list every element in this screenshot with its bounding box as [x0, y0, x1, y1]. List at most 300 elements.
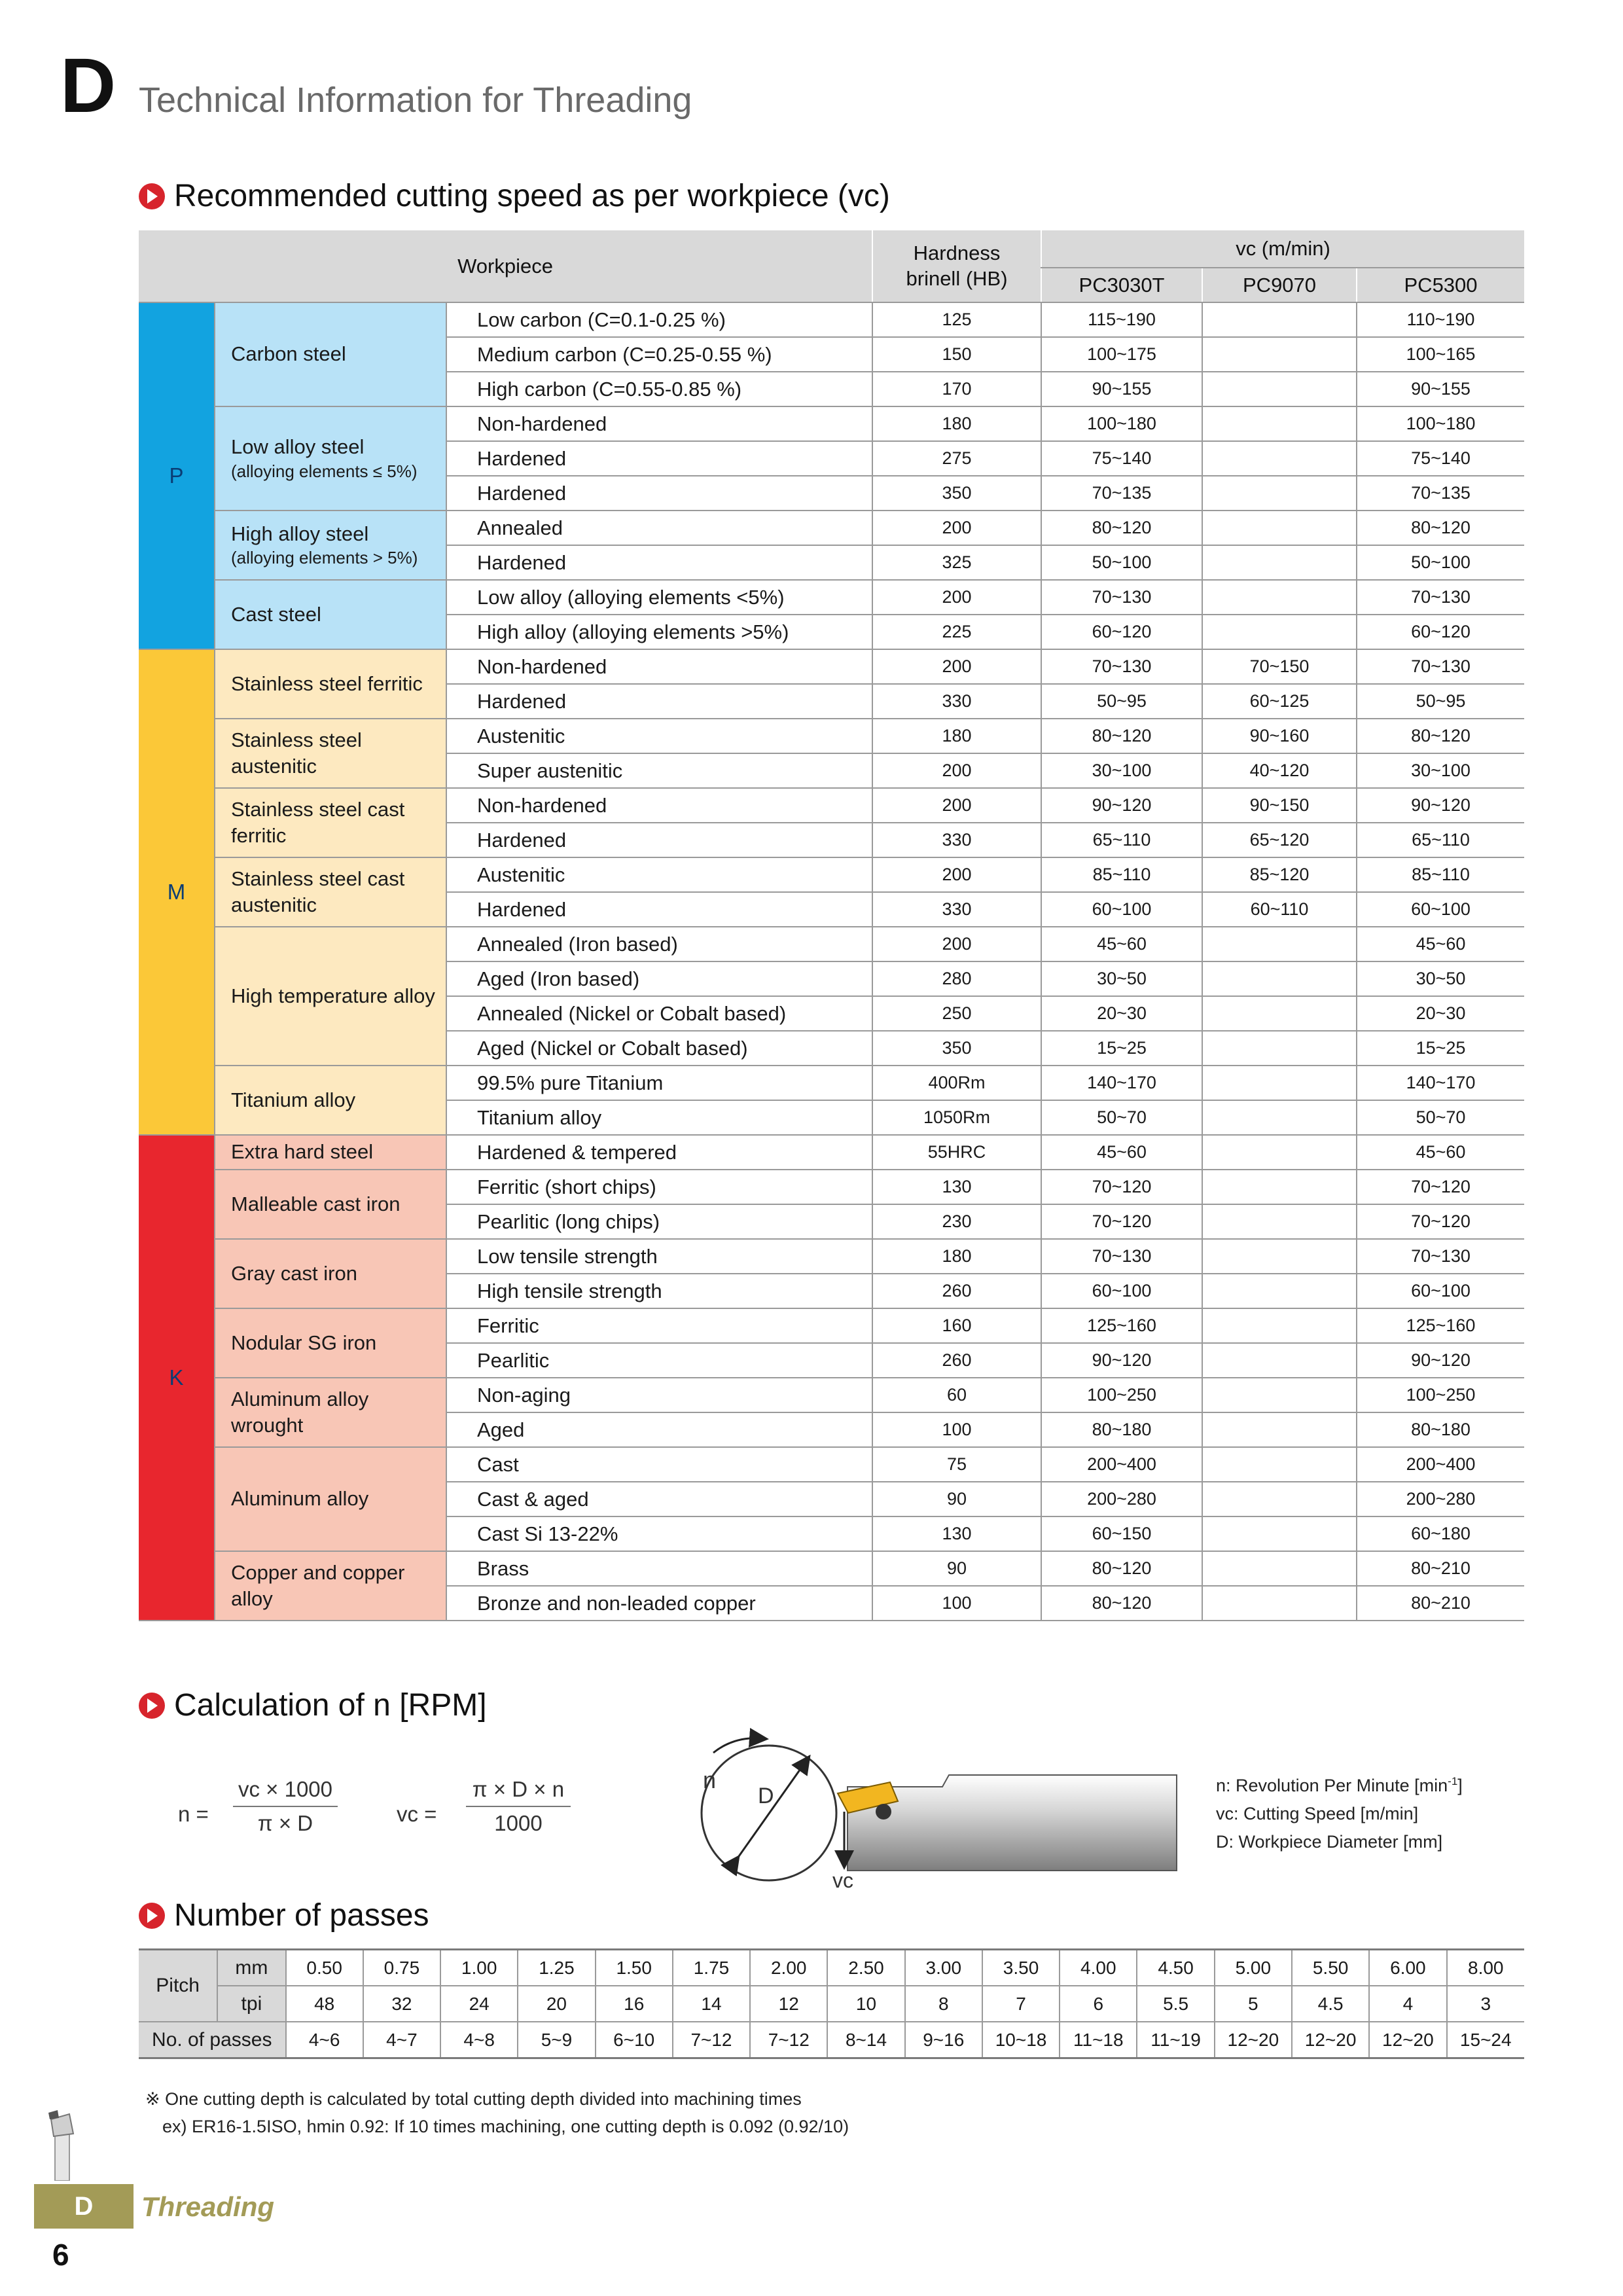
vc-pc9070-cell: [1202, 1170, 1357, 1204]
passes-cell: 4~8: [440, 2022, 518, 2058]
vc-pc5300-cell: 15~25: [1357, 1031, 1524, 1066]
vc-pc5300-cell: 50~100: [1357, 545, 1524, 580]
vc-pc5300-cell: 75~140: [1357, 441, 1524, 476]
vc-pc9070-cell: [1202, 1308, 1357, 1343]
condition-cell: Cast: [446, 1447, 872, 1482]
vc-pc9070-cell: [1202, 1412, 1357, 1447]
vc-pc9070-cell: [1202, 1239, 1357, 1274]
passes-cell: 11~19: [1137, 2022, 1214, 2058]
grade-header: PC5300: [1357, 268, 1524, 302]
material-name: Aluminum alloy wrought: [231, 1387, 369, 1437]
section-heading-calculation: [139, 1690, 487, 1721]
vc-pc5300-cell: 200~280: [1357, 1482, 1524, 1516]
material-name: Stainless steel cast austenitic: [231, 867, 405, 916]
passes-label: No. of passes: [139, 2022, 286, 2058]
formula-n-denominator: π × D: [257, 1811, 313, 1835]
vc-pc3030t-cell: 90~120: [1041, 788, 1202, 823]
footer-section-letter: D: [34, 2184, 134, 2229]
passes-table: [139, 1948, 1524, 2059]
hardness-cell: 225: [872, 615, 1041, 649]
formula-vc-fraction: [466, 1777, 571, 1836]
vc-pc3030t-cell: 45~60: [1041, 927, 1202, 961]
vc-pc5300-cell: 85~110: [1357, 857, 1524, 892]
condition-cell: Aged: [446, 1412, 872, 1447]
threading-tool-thumbnail-icon: [42, 2108, 81, 2181]
material-cell: [215, 1170, 446, 1239]
hardness-cell: 330: [872, 823, 1041, 857]
vc-pc5300-cell: 60~120: [1357, 615, 1524, 649]
passes-cell: 12~20: [1369, 2022, 1446, 2058]
hardness-cell: 180: [872, 1239, 1041, 1274]
vc-pc5300-cell: 125~160: [1357, 1308, 1524, 1343]
vc-pc5300-cell: 90~120: [1357, 788, 1524, 823]
vc-pc3030t-cell: 90~120: [1041, 1343, 1202, 1378]
passes-cell: 4~6: [286, 2022, 363, 2058]
vc-pc5300-cell: 50~95: [1357, 684, 1524, 719]
vc-pc9070-cell: [1202, 372, 1357, 406]
vc-pc9070-cell: [1202, 1586, 1357, 1621]
material-name: Stainless steel cast ferritic: [231, 797, 405, 847]
hardness-cell: 130: [872, 1170, 1041, 1204]
condition-cell: Titanium alloy: [446, 1100, 872, 1135]
hardness-cell: 330: [872, 684, 1041, 719]
mm-cell: 1.00: [440, 1950, 518, 1986]
hardness-cell: 250: [872, 996, 1041, 1031]
table-row: [139, 1551, 1524, 1586]
table-row: [139, 1378, 1524, 1412]
table-row: [139, 1066, 1524, 1100]
vc-pc9070-cell: 60~125: [1202, 684, 1357, 719]
vc-pc9070-cell: 90~150: [1202, 788, 1357, 823]
vc-pc3030t-cell: 125~160: [1041, 1308, 1202, 1343]
table-row: [139, 1170, 1524, 1204]
vc-pc9070-cell: [1202, 615, 1357, 649]
vc-pc5300-cell: 110~190: [1357, 302, 1524, 337]
table-row: [139, 1308, 1524, 1343]
vc-pc5300-cell: 80~210: [1357, 1551, 1524, 1586]
condition-cell: Hardened: [446, 892, 872, 927]
passes-cell: 12~20: [1215, 2022, 1292, 2058]
hardness-cell: 350: [872, 1031, 1041, 1066]
vc-pc9070-cell: 70~150: [1202, 649, 1357, 684]
vc-pc9070-cell: [1202, 1447, 1357, 1482]
hardness-cell: 125: [872, 302, 1041, 337]
material-name: Nodular SG iron: [231, 1331, 377, 1354]
vc-pc9070-cell: [1202, 406, 1357, 441]
table-row: [139, 857, 1524, 892]
hardness-cell: 200: [872, 788, 1041, 823]
material-subtitle: (alloying elements ≤ 5%): [231, 461, 418, 481]
iso-group-m: M: [139, 649, 215, 1135]
hardness-cell: 90: [872, 1482, 1041, 1516]
passes-body: [139, 1950, 1524, 2058]
passes-cell: 9~16: [905, 2022, 982, 2058]
condition-cell: Austenitic: [446, 719, 872, 753]
vc-pc5300-cell: 200~400: [1357, 1447, 1524, 1482]
vc-pc9070-cell: [1202, 1343, 1357, 1378]
formula-n-fraction: [233, 1777, 338, 1836]
material-name: High temperature alloy: [231, 984, 435, 1007]
grade-header: PC9070: [1202, 268, 1357, 302]
passes-cell: 7~12: [750, 2022, 827, 2058]
vc-pc5300-cell: 65~110: [1357, 823, 1524, 857]
material-cell: [215, 719, 446, 788]
mm-cell: 1.25: [518, 1950, 595, 1986]
hardness-cell: 200: [872, 857, 1041, 892]
vc-pc3030t-cell: 50~70: [1041, 1100, 1202, 1135]
condition-cell: High carbon (C=0.55-0.85 %): [446, 372, 872, 406]
vc-pc9070-cell: [1202, 1551, 1357, 1586]
vc-pc9070-cell: [1202, 337, 1357, 372]
page-title: Technical Information for Threading: [139, 81, 692, 120]
vc-pc3030t-cell: 50~95: [1041, 684, 1202, 719]
formula-vc-denominator: 1000: [494, 1811, 543, 1835]
condition-cell: Non-hardened: [446, 406, 872, 441]
condition-cell: Hardened: [446, 823, 872, 857]
vc-pc3030t-cell: 45~60: [1041, 1135, 1202, 1170]
vc-pc9070-cell: [1202, 1135, 1357, 1170]
hardness-cell: 200: [872, 753, 1041, 788]
vc-pc3030t-cell: 100~250: [1041, 1378, 1202, 1412]
vc-pc3030t-cell: 30~50: [1041, 961, 1202, 996]
material-name: Copper and copper alloy: [231, 1560, 405, 1610]
hardness-cell: 180: [872, 406, 1041, 441]
table-row: [139, 649, 1524, 684]
passes-cell: 4~7: [363, 2022, 440, 2058]
vc-pc3030t-cell: 200~280: [1041, 1482, 1202, 1516]
mm-cell: 1.50: [596, 1950, 673, 1986]
hardness-cell: 275: [872, 441, 1041, 476]
tpi-cell: 10: [827, 1986, 904, 2022]
tpi-cell: 48: [286, 1986, 363, 2022]
vc-pc9070-cell: 60~110: [1202, 892, 1357, 927]
hardness-cell: 100: [872, 1586, 1041, 1621]
hardness-cell: 200: [872, 580, 1041, 615]
pitch-tpi-row: [139, 1986, 1524, 2022]
vc-pc5300-cell: 50~70: [1357, 1100, 1524, 1135]
vc-pc9070-cell: [1202, 1482, 1357, 1516]
passes-cell: 12~20: [1292, 2022, 1369, 2058]
pitch-mm-row: [139, 1950, 1524, 1986]
iso-group-k: K: [139, 1135, 215, 1621]
condition-cell: Bronze and non-leaded copper: [446, 1586, 872, 1621]
material-name: Stainless steel ferritic: [231, 672, 423, 695]
vc-pc3030t-cell: 15~25: [1041, 1031, 1202, 1066]
vc-pc5300-cell: 70~120: [1357, 1204, 1524, 1239]
condition-cell: Annealed (Iron based): [446, 927, 872, 961]
hardness-header-text: Hardness brinell (HB): [906, 241, 1008, 290]
section-heading-cutting-speed: [139, 181, 890, 212]
clamp-screw-icon: [876, 1804, 891, 1820]
hardness-cell: 330: [872, 892, 1041, 927]
condition-cell: Low alloy (alloying elements <5%): [446, 580, 872, 615]
condition-cell: Non-hardened: [446, 788, 872, 823]
vc-pc9070-cell: 90~160: [1202, 719, 1357, 753]
threading-diagram: [687, 1715, 1198, 1898]
mm-cell: 5.50: [1292, 1950, 1369, 1986]
table-row: [139, 511, 1524, 545]
vc-pc5300-cell: 80~120: [1357, 511, 1524, 545]
condition-cell: Hardened: [446, 476, 872, 511]
vc-pc3030t-cell: 30~100: [1041, 753, 1202, 788]
footnote-example: ex) ER16-1.5ISO, hmin 0.92: If 10 times machining, one cutting depth is 0.092 (0.92/10): [162, 2117, 849, 2136]
table-row: [139, 1239, 1524, 1274]
tpi-cell: 14: [673, 1986, 750, 2022]
tpi-cell: 20: [518, 1986, 595, 2022]
vc-pc3030t-cell: 80~180: [1041, 1412, 1202, 1447]
condition-cell: Brass: [446, 1551, 872, 1586]
material-cell: [215, 1551, 446, 1621]
material-cell: [215, 1066, 446, 1135]
table-row: [139, 719, 1524, 753]
vc-pc3030t-cell: 70~120: [1041, 1170, 1202, 1204]
hardness-cell: 170: [872, 372, 1041, 406]
footnote: ※ One cutting depth is calculated by total cutting depth divided into machining times: [145, 2089, 802, 2109]
hardness-cell: 100: [872, 1412, 1041, 1447]
hardness-cell: 90: [872, 1551, 1041, 1586]
page-number: 6: [52, 2238, 69, 2272]
condition-cell: Annealed (Nickel or Cobalt based): [446, 996, 872, 1031]
table-row: [139, 1447, 1524, 1482]
legend-text: ]: [1457, 1776, 1463, 1795]
vc-pc3030t-cell: 100~180: [1041, 406, 1202, 441]
vc-pc3030t-cell: 80~120: [1041, 511, 1202, 545]
vc-pc9070-cell: [1202, 511, 1357, 545]
table-row: [139, 580, 1524, 615]
condition-cell: Low carbon (C=0.1-0.25 %): [446, 302, 872, 337]
legend-item-d: D: Workpiece Diameter [mm]: [1216, 1832, 1443, 1852]
condition-cell: Non-aging: [446, 1378, 872, 1412]
mm-cell: 2.00: [750, 1950, 827, 1986]
vc-pc3030t-cell: 85~110: [1041, 857, 1202, 892]
condition-cell: Low tensile strength: [446, 1239, 872, 1274]
vc-pc9070-cell: [1202, 441, 1357, 476]
tpi-cell: 4: [1369, 1986, 1446, 2022]
condition-cell: Ferritic (short chips): [446, 1170, 872, 1204]
section-title: Calculation of n [RPM]: [174, 1688, 487, 1723]
vc-pc9070-cell: [1202, 1204, 1357, 1239]
section-letter: D: [60, 43, 116, 129]
condition-cell: Cast & aged: [446, 1482, 872, 1516]
hardness-cell: 200: [872, 649, 1041, 684]
section-title: Number of passes: [174, 1898, 429, 1933]
condition-cell: Hardened: [446, 441, 872, 476]
mm-cell: 6.00: [1369, 1950, 1446, 1986]
mm-cell: 3.50: [982, 1950, 1060, 1986]
vc-pc9070-cell: [1202, 1100, 1357, 1135]
arrow-bullet-icon: [139, 183, 165, 209]
vc-pc5300-cell: 90~120: [1357, 1343, 1524, 1378]
condition-cell: Aged (Nickel or Cobalt based): [446, 1031, 872, 1066]
legend-superscript: -1: [1448, 1775, 1458, 1787]
material-cell: [215, 1239, 446, 1308]
hardness-cell: 75: [872, 1447, 1041, 1482]
hardness-cell: 280: [872, 961, 1041, 996]
hardness-cell: 350: [872, 476, 1041, 511]
vc-pc5300-cell: 80~210: [1357, 1586, 1524, 1621]
tpi-cell: 12: [750, 1986, 827, 2022]
hardness-cell: 150: [872, 337, 1041, 372]
mm-cell: 2.50: [827, 1950, 904, 1986]
vc-pc3030t-cell: 70~120: [1041, 1204, 1202, 1239]
tpi-cell: 5: [1215, 1986, 1292, 2022]
vc-pc5300-cell: 45~60: [1357, 1135, 1524, 1170]
condition-cell: 99.5% pure Titanium: [446, 1066, 872, 1100]
table-row: [139, 406, 1524, 441]
mm-cell: 3.00: [905, 1950, 982, 1986]
tpi-cell: 6: [1060, 1986, 1137, 2022]
legend-text: n: Revolution Per Minute [min: [1216, 1776, 1448, 1795]
tpi-cell: 4.5: [1292, 1986, 1369, 2022]
vc-pc9070-cell: [1202, 1066, 1357, 1100]
vc-pc5300-cell: 60~180: [1357, 1516, 1524, 1551]
material-name: Stainless steel austenitic: [231, 728, 362, 778]
passes-cell: 6~10: [596, 2022, 673, 2058]
vc-pc5300-cell: 60~100: [1357, 892, 1524, 927]
material-name: Malleable cast iron: [231, 1192, 401, 1215]
vc-pc3030t-cell: 60~150: [1041, 1516, 1202, 1551]
hardness-cell: 260: [872, 1343, 1041, 1378]
workpiece-header: Workpiece: [139, 230, 872, 302]
hardness-cell: 55HRC: [872, 1135, 1041, 1170]
vc-pc5300-cell: 100~250: [1357, 1378, 1524, 1412]
hardness-cell: 200: [872, 927, 1041, 961]
mm-cell: 0.50: [286, 1950, 363, 1986]
condition-cell: Non-hardened: [446, 649, 872, 684]
vc-pc3030t-cell: 115~190: [1041, 302, 1202, 337]
passes-cell: 10~18: [982, 2022, 1060, 2058]
vc-pc3030t-cell: 50~100: [1041, 545, 1202, 580]
vc-pc5300-cell: 90~155: [1357, 372, 1524, 406]
legend-item-n: [1216, 1767, 1463, 1800]
material-name: Carbon steel: [231, 342, 346, 366]
vc-pc5300-cell: 20~30: [1357, 996, 1524, 1031]
table-row: [139, 302, 1524, 337]
mm-cell: 0.75: [363, 1950, 440, 1986]
formula-n-lhs: n =: [178, 1802, 209, 1826]
hardness-cell: 260: [872, 1274, 1041, 1308]
vc-pc3030t-cell: 20~30: [1041, 996, 1202, 1031]
no-of-passes-row: [139, 2022, 1524, 2058]
condition-cell: Aged (Iron based): [446, 961, 872, 996]
vc-pc5300-cell: 80~180: [1357, 1412, 1524, 1447]
mm-cell: 4.00: [1060, 1950, 1137, 1986]
vc-pc9070-cell: [1202, 1031, 1357, 1066]
condition-cell: Austenitic: [446, 857, 872, 892]
tpi-cell: 32: [363, 1986, 440, 2022]
table-row: [139, 788, 1524, 823]
condition-cell: Hardened: [446, 684, 872, 719]
label-d: D: [758, 1784, 774, 1808]
grade-header: PC3030T: [1041, 268, 1202, 302]
passes-cell: 7~12: [673, 2022, 750, 2058]
vc-pc5300-cell: 140~170: [1357, 1066, 1524, 1100]
tpi-cell: 8: [905, 1986, 982, 2022]
vc-pc3030t-cell: 75~140: [1041, 441, 1202, 476]
condition-cell: Ferritic: [446, 1308, 872, 1343]
tpi-label: tpi: [217, 1986, 285, 2022]
formula-legend: [1216, 1767, 1463, 1856]
material-cell: [215, 857, 446, 927]
vc-pc3030t-cell: 70~135: [1041, 476, 1202, 511]
hardness-cell: 230: [872, 1204, 1041, 1239]
tpi-cell: 24: [440, 1986, 518, 2022]
vc-pc9070-cell: [1202, 580, 1357, 615]
arrow-bullet-icon: [139, 1693, 165, 1719]
vc-pc3030t-cell: 100~175: [1041, 337, 1202, 372]
vc-pc5300-cell: 45~60: [1357, 927, 1524, 961]
vc-pc3030t-cell: 140~170: [1041, 1066, 1202, 1100]
vc-pc3030t-cell: 70~130: [1041, 580, 1202, 615]
mm-cell: 8.00: [1447, 1950, 1525, 1986]
condition-cell: Hardened & tempered: [446, 1135, 872, 1170]
material-cell: [215, 406, 446, 511]
formula-vc-numerator: π × D × n: [472, 1777, 565, 1801]
vc-pc3030t-cell: 60~120: [1041, 615, 1202, 649]
vc-pc5300-cell: 100~180: [1357, 406, 1524, 441]
vc-pc3030t-cell: 80~120: [1041, 1586, 1202, 1621]
material-name: Extra hard steel: [231, 1140, 374, 1164]
tpi-cell: 3: [1447, 1986, 1525, 2022]
vc-pc5300-cell: 30~50: [1357, 961, 1524, 996]
tpi-cell: 5.5: [1137, 1986, 1214, 2022]
vc-pc9070-cell: [1202, 545, 1357, 580]
table-row: [139, 1135, 1524, 1170]
material-cell: [215, 788, 446, 857]
arrow-bullet-icon: [139, 1903, 165, 1929]
material-subtitle: (alloying elements > 5%): [231, 548, 418, 568]
table-row: [139, 927, 1524, 961]
formula-vc-lhs: vc =: [397, 1802, 437, 1826]
label-n: n: [703, 1767, 717, 1793]
material-cell: [215, 1447, 446, 1551]
iso-group-p: P: [139, 302, 215, 649]
vc-pc9070-cell: [1202, 1274, 1357, 1308]
hardness-cell: 180: [872, 719, 1041, 753]
tpi-cell: 7: [982, 1986, 1060, 2022]
material-cell: [215, 1135, 446, 1170]
mm-cell: 1.75: [673, 1950, 750, 1986]
condition-cell: Pearlitic (long chips): [446, 1204, 872, 1239]
vc-pc9070-cell: [1202, 961, 1357, 996]
vc-pc9070-cell: [1202, 996, 1357, 1031]
vc-pc3030t-cell: 200~400: [1041, 1447, 1202, 1482]
mm-label: mm: [217, 1950, 285, 1986]
condition-cell: Annealed: [446, 511, 872, 545]
cutting-speed-table: [139, 230, 1524, 1621]
hardness-cell: 130: [872, 1516, 1041, 1551]
passes-cell: 11~18: [1060, 2022, 1137, 2058]
vc-pc9070-cell: [1202, 1378, 1357, 1412]
vc-pc3030t-cell: 90~155: [1041, 372, 1202, 406]
condition-cell: Cast Si 13-22%: [446, 1516, 872, 1551]
vc-pc5300-cell: 30~100: [1357, 753, 1524, 788]
fraction-bar: [233, 1806, 338, 1807]
vc-pc9070-cell: 40~120: [1202, 753, 1357, 788]
formula-n-numerator: vc × 1000: [238, 1777, 333, 1801]
vc-pc9070-cell: [1202, 927, 1357, 961]
vc-pc9070-cell: [1202, 1516, 1357, 1551]
hardness-cell: 400Rm: [872, 1066, 1041, 1100]
material-cell: [215, 580, 446, 649]
vc-pc9070-cell: [1202, 302, 1357, 337]
mm-cell: 4.50: [1137, 1950, 1214, 1986]
hardness-cell: 1050Rm: [872, 1100, 1041, 1135]
section-heading-passes: [139, 1900, 429, 1931]
vc-header: vc (m/min): [1041, 230, 1524, 268]
vc-pc9070-cell: 85~120: [1202, 857, 1357, 892]
vc-pc5300-cell: 70~135: [1357, 476, 1524, 511]
